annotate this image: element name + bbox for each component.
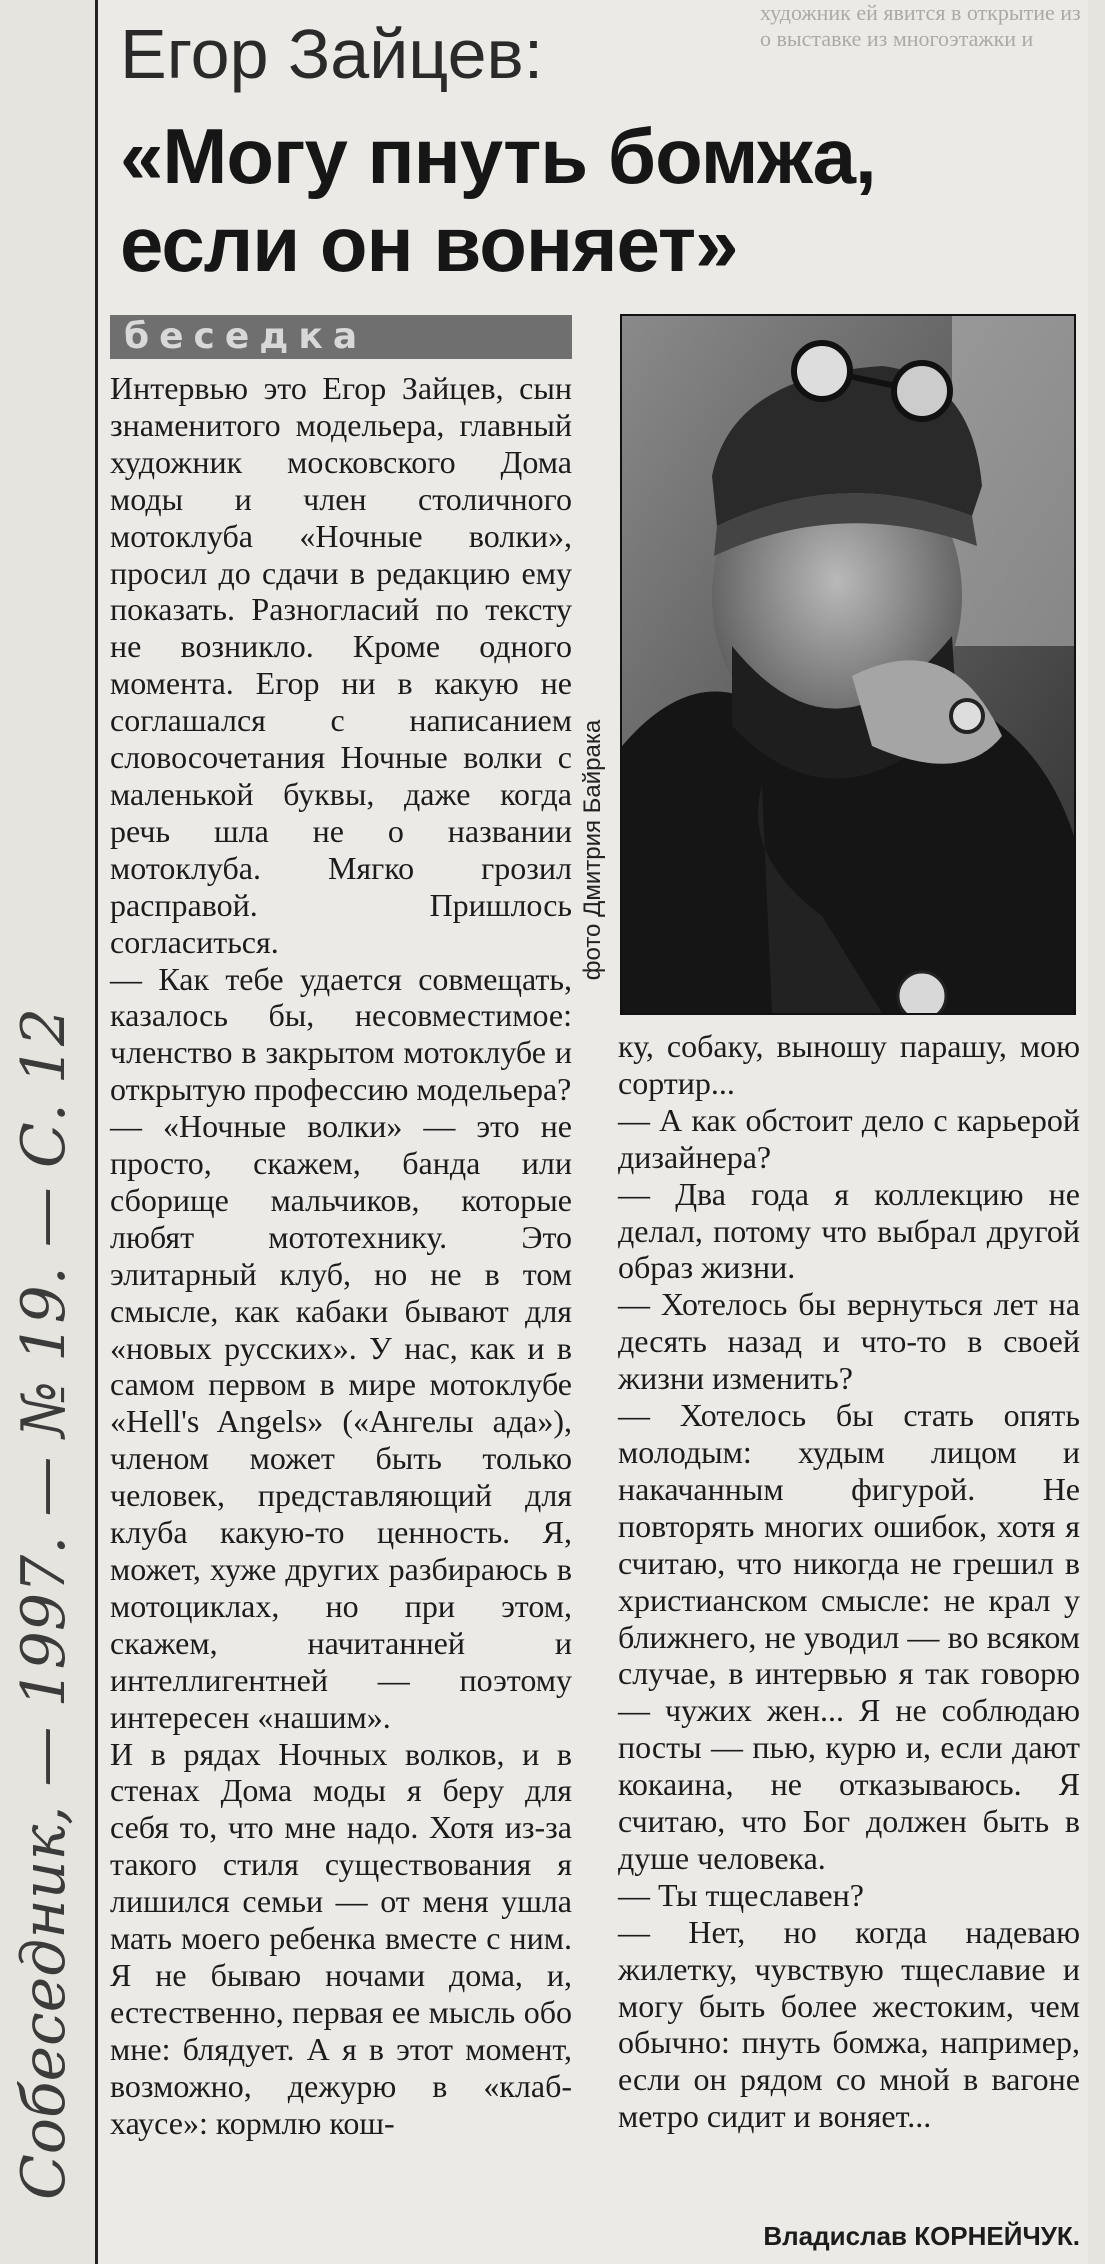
article-paragraph: И в рядах Ночных волков, и в стенах Дома моды я беру для себя то, что мне надо. Хотя из-за такого стиля существования я лишился семьи — от меня ушла мать моего ребенка вместе с ним. Я не бываю ночами дома, и, естественно, первая ее мысль обо мне: блядует. А я в этот момент, возможно, дежурю в «клаб-хаусе»: кормлю кош- <box>110 1735 572 2141</box>
article-paragraph: — А как обстоит дело с карьерой дизайнера? <box>618 1101 1080 1175</box>
article-column-left <box>110 370 572 2142</box>
article-paragraph: — Хотелось бы стать опять молодым: худым лицом и накачанным фигурой. Не повторять многих ошибок, хотя я считаю, что никогда не грешил в христианском смысле: не крал у ближнего, не уводил — во всяком случае, в интервью я так говорю — чужих жен... Я не соблюдаю посты — пью, курю и, если дают кокаина, не отказываюсь. Я считаю, что Бог должен быть в душе человека. <box>618 1397 1080 1876</box>
article-paragraph: ку, собаку, выношу парашу, мою сортир... <box>618 1028 1080 1101</box>
rubric-bar <box>110 315 572 359</box>
portrait-illustration <box>622 316 1074 1013</box>
article-paragraph: — Хотелось бы вернуться лет на десять назад и что-то в своей жизни изменить? <box>618 1286 1080 1397</box>
article-column-right <box>618 1028 1080 2135</box>
headline-name: Егор Зайцев: <box>120 15 544 93</box>
article-intro: Интервью это Егор Зайцев, сын знаменитого модельера, главный художник московского Дома моды и член столичного мотоклуба «Ночные волки», просил до сдачи в редакцию ему показать. Разногласий по тексту не возникло. Кроме одного момента. Егор ни в какую не соглашался с написанием словосочетания Ночные волки с маленькой буквы, даже когда речь шла не о названии мотоклуба. Мягко грозил расправой. Пришлось согласиться. <box>110 370 572 960</box>
article-paragraph: — Как тебе удается совмещать, казалось бы, несовместимое: членство в закрытом мотоклубе и открытую профессию модельера? <box>110 960 572 1108</box>
article-paragraph: — Ты тщеславен? <box>618 1876 864 1913</box>
article-paragraph: — Нет, но когда надеваю жилетку, чувствую тщеславие и могу быть более жестоким, чем обычно: пнуть бомжа, например, если он рядом со мной в вагоне метро сидит и воняет... <box>618 1913 1080 2135</box>
headline-quote <box>120 112 876 288</box>
photo-credit: фото Дмитрия Байрака <box>579 719 606 981</box>
rubric-label: беседка <box>124 316 368 357</box>
handwritten-source-note <box>0 560 95 2210</box>
headline-quote-line-1: «Могу пнуть бомжа, <box>120 112 876 200</box>
handwritten-note <box>0 560 95 2210</box>
portrait-photo <box>620 314 1076 1015</box>
article-paragraph: — «Ночные волки» — это не просто, скажем, банда или сборище мальчиков, которые любят мототехнику. Это элитарный клуб, но не в том смысле, как кабаки бывают для «новых русских». У нас, как и в самом первом в мире мотоклубе «Hell's Angels» («Ангелы ада»), членом может быть только человек, представляющий для клуба какую-то ценность. Я, может, хуже других разбираюсь в мотоциклах, но при этом, скажем, начитанней и интеллигентней — поэтому интересен «нашим». <box>110 1108 572 1735</box>
handwritten-note-text: Собеседник, — 1997. — № 19. — С. 12 <box>9 1007 79 2200</box>
headline-quote-line-2: если он воняет» <box>120 200 738 288</box>
bleed-through-text: художник ей явится в открытие из о выставке из многоэтажки и <box>760 0 1081 51</box>
author-signature: Владислав КОРНЕЙЧУК. <box>763 2221 1080 2251</box>
article-paragraph: — Два года я коллекцию не делал, потому что выбрал другой образ жизни. <box>618 1175 1080 1286</box>
